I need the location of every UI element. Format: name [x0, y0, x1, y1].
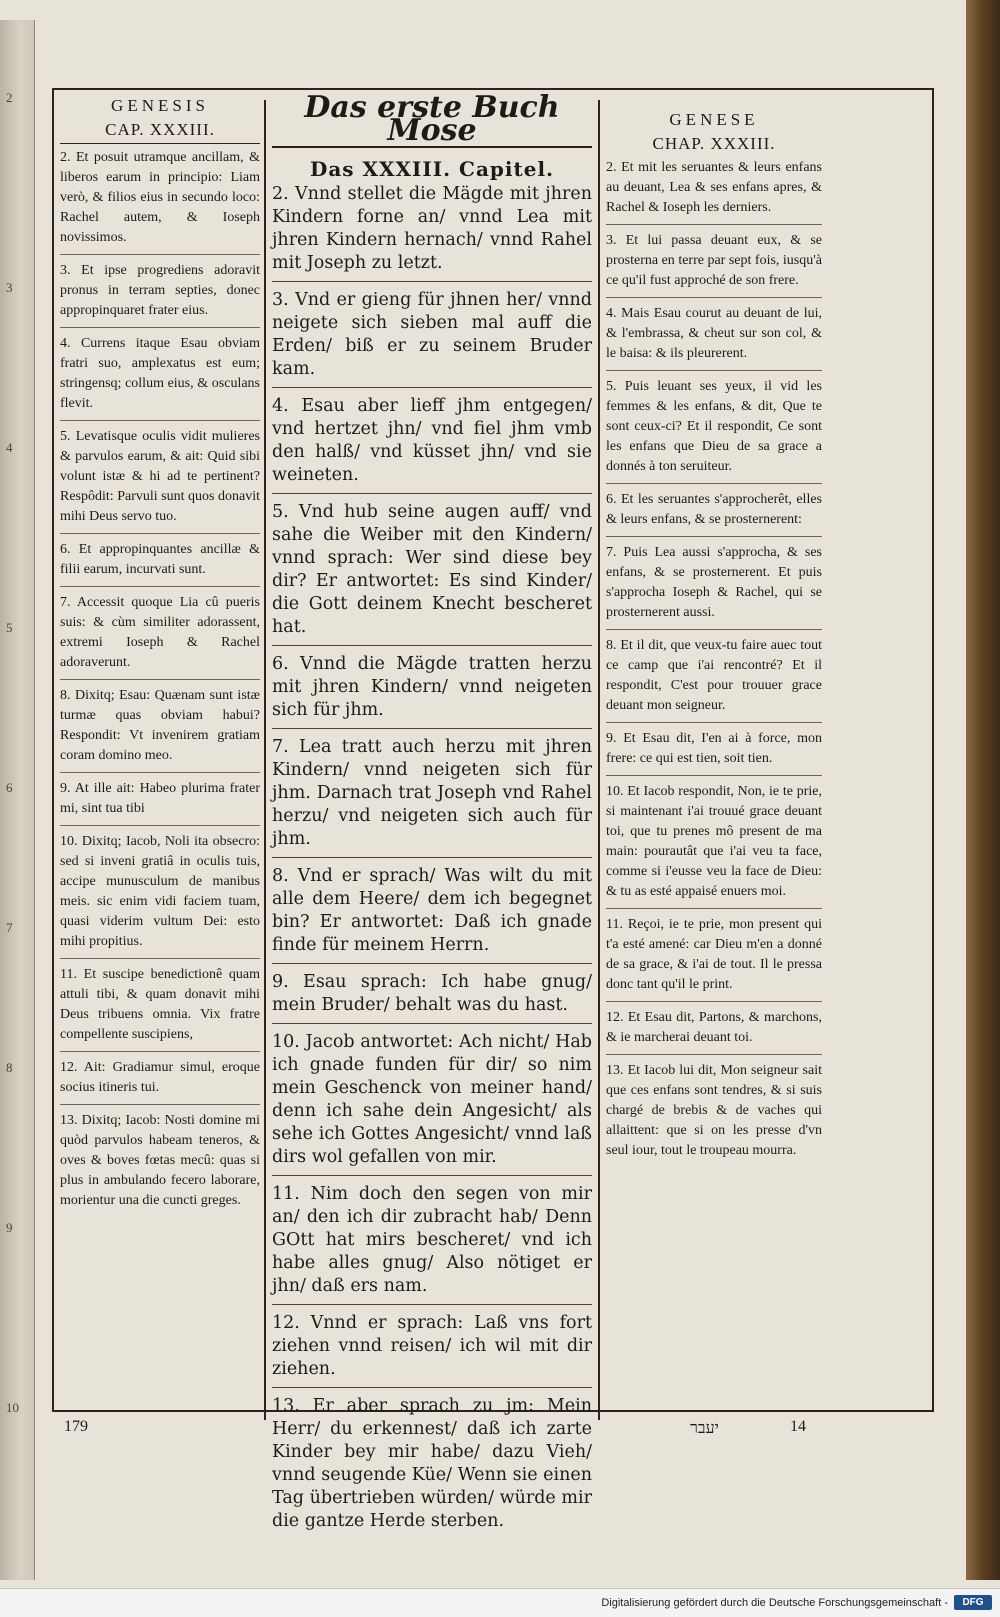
verse-french: 13. Et Iacob lui dit, Mon seigneur sait que ces enfans sont tendres, & si suis chargé de brebis & de vaches qui allaittent: que si on les presse d'vn seul iour, tout le troupeau mourra.	[606, 1054, 822, 1167]
running-head-french: GENESE	[669, 110, 759, 129]
chapter-heading-german: Das XXXIII. Capitel.	[309, 157, 555, 181]
verse-latin: 11. Et suscipe benedictionê quam attuli tibi, & quam donavit mihi Deus tribuens omnia. Vix fratre compellente suscipiens,	[60, 958, 260, 1051]
hebrew-catchword: יעבר	[690, 1418, 719, 1437]
verse-latin: 8. Dixitq; Esau: Quænam sunt istæ turmæ quas obviam habui? Respondit: Vt invenirem gratiam coram domino meo.	[60, 679, 260, 772]
footer-credit: Digitalisierung gefördert durch die Deutsche Forschungsgemeinschaft -	[601, 1597, 948, 1609]
margin-numeral: 7	[6, 920, 13, 935]
verse-german: 5. Vnd hub seine augen auff/ vnd sahe die Weiber mit den Kindern/ vnnd sprach: Wer sind diese bey dir? Er antwortet: Es sind Kinder/ die Gott deinem Knecht bescheret hat.	[272, 493, 592, 645]
verse-french: 9. Et Esau dit, I'en ai à force, mon frere: ce qui est tien, soit tien.	[606, 722, 822, 775]
french-column	[606, 96, 822, 1416]
dfg-logo-icon: DFG	[954, 1595, 992, 1610]
margin-numeral: 5	[6, 620, 13, 635]
chapter-heading-latin: CAP. XXXIII.	[60, 120, 260, 144]
verse-french: 7. Puis Lea aussi s'approcha, & ses enfans, & se prosternerent. Et puis s'approcha Ioseph & Rachel, qui se prosternerent aussi.	[606, 536, 822, 629]
german-book-title: Das erste Buch Mose	[272, 96, 592, 148]
verse-german: 12. Vnnd er sprach: Laß vns fort ziehen vnnd reisen/ ich wil mit dir ziehen.	[272, 1304, 592, 1387]
folio-number-right: 14	[790, 1418, 806, 1435]
verse-german: 3. Vnd er gieng für jhnen her/ vnnd neigete sich sieben mal auff die Erden/ biß er zu seinem Bruder kam.	[272, 281, 592, 387]
verse-latin: 2. Et posuit utramque ancillam, & liberos earum in principio: Liam verò, & filios eius in secundo loco: Rachel autem, & Ioseph novissimos.	[60, 150, 260, 245]
verse-german: 13. Er aber sprach zu jm: Mein Herr/ du erkennest/ daß ich zarte Kinder bey mir habe/ dazu Vieh/ vnnd seugende Küe/ Wenn sie einen Tag übertrieben würden/ würde mir die gantze Herde sterben.	[272, 1387, 592, 1539]
verse-french: 12. Et Esau dit, Partons, & marchons, & ie marcherai deuant toi.	[606, 1001, 822, 1054]
verse-french: 6. Et les seruantes s'approcherêt, elles & leurs enfans, & se prosternerent:	[606, 483, 822, 536]
verse-latin: 5. Levatisque oculis vidit mulieres & parvulos earum, & ait: Quid sibi volunt istæ & hi ad te pertinent? Respôdit: Parvuli sunt quos donavit mihi Deus servo tuo.	[60, 420, 260, 533]
verse-german: 11. Nim doch den segen von mir an/ den ich dir zubracht hab/ Denn GOtt hat mirs bescheret/ vnd ich habe alles gnug/ Also nötiget er jhn/ daß ers nam.	[272, 1175, 592, 1304]
margin-numeral: 4	[6, 440, 13, 455]
verse-german: 2. Vnnd stellet die Mägde mit jhren Kindern forne an/ vnnd Lea mit jhren Kindern hernach/ vnnd Rahel mit Joseph zu letzt.	[272, 184, 592, 273]
verse-french: 2. Et mit les seruantes & leurs enfans au deuant, Lea & ses enfans apres, & Rachel & Ioseph les derniers.	[606, 160, 822, 215]
margin-numeral: 10	[6, 1400, 19, 1415]
margin-numeral: 6	[6, 780, 13, 795]
margin-numeral: 9	[6, 1220, 13, 1235]
verse-latin: 3. Et ipse progrediens adoravit pronus in terram septies, donec appropinquaret frater eius.	[60, 254, 260, 327]
verse-latin: 13. Dixitq; Iacob: Nosti domine mi quòd parvulos habeam teneros, & oves & boves fœtas mecû: quas si plus in ambulando fecero laborare, morientur una die cuncti greges.	[60, 1104, 260, 1217]
folio-number-left: 179	[64, 1418, 88, 1435]
latin-column	[60, 96, 260, 1416]
digitization-footer	[0, 1588, 1000, 1617]
verse-french: 4. Mais Esau courut au deuant de lui, & l'embrassa, & cheut sur son col, & le baisa: & ils pleurerent.	[606, 297, 822, 370]
previous-page-edge	[0, 20, 35, 1580]
verse-french: 8. Et il dit, que veux-tu faire auec tout ce camp que i'ai rencontré? Et il respondit, C'est pour trouuer grace deuant mon seigneur.	[606, 629, 822, 722]
chapter-heading-french: CHAP. XXXIII.	[652, 134, 776, 153]
verse-german: 8. Vnd er sprach/ Was wilt du mit alle dem Heere/ dem ich begegnet bin? Er antwortet: Daß ich gnade finde für meinem Herrn.	[272, 857, 592, 963]
verse-latin: 10. Dixitq; Iacob, Noli ita obsecro: sed si inveni gratiâ in oculis tuis, accipe munusculum de manibus meis. sic enim vidi faciem tuam, quasi viderim vultum Dei: esto mihi propitius.	[60, 825, 260, 958]
margin-numeral: 8	[6, 1060, 13, 1075]
verse-latin: 9. At ille ait: Habeo plurima frater mi, sint tua tibi	[60, 772, 260, 825]
verse-latin: 4. Currens itaque Esau obviam fratri suo, amplexatus est eum; stringensq; collum eius, & osculans flevit.	[60, 327, 260, 420]
verse-german: 7. Lea tratt auch herzu mit jhren Kindern/ vnnd neigeten sich für jhm. Darnach trat Joseph vnd Rahel herzu/ vnd neigeten sich auch für jhm.	[272, 728, 592, 857]
verse-french: 10. Et Iacob respondit, Non, ie te prie, si maintenant i'ai trouué grace deuant toi, que tu prenes mô present de ma main: pourautât que i'ai veu ta face, comme si i'eusse veu la face de Dieu: & tu as esté appaisé enuers moi.	[606, 775, 822, 908]
verse-german: 6. Vnnd die Mägde tratten herzu mit jhren Kindern/ vnnd neigeten sich für jhm.	[272, 645, 592, 728]
verse-latin: 6. Et appropinquantes ancillæ & filii earum, incurvati sunt.	[60, 533, 260, 586]
verse-latin: 12. Ait: Gradiamur simul, eroque socius itineris tui.	[60, 1051, 260, 1104]
verse-german: 9. Esau sprach: Ich habe gnug/ mein Bruder/ behalt was du hast.	[272, 963, 592, 1023]
verse-french: 3. Et lui passa deuant eux, & se prosterna en terre par sept fois, iusqu'à ce qu'il fust approché de son frere.	[606, 224, 822, 297]
book-binding-edge	[966, 0, 1000, 1580]
german-column	[272, 90, 592, 1531]
column-rule	[598, 100, 600, 1420]
margin-numeral: 2	[6, 90, 13, 105]
verse-french: 5. Puis leuant ses yeux, il vid les femmes & les enfans, & dit, Que te sont ceux-ci? Et il respondit, Ce sont les enfans que Dieu de sa grace a donnés à ton seruiteur.	[606, 370, 822, 483]
column-rule	[264, 100, 266, 1420]
running-head-latin: GENESIS	[111, 96, 209, 115]
verse-german: 4. Esau aber lieff jhm entgegen/ vnd hertzet jhn/ vnd fiel jhm vmb den halß/ vnd küsset jhn/ vnd sie weineten.	[272, 387, 592, 493]
verse-german: 10. Jacob antwortet: Ach nicht/ Hab ich gnade funden für dir/ so nim mein Geschenck von meiner hand/ denn ich sahe dein Angesicht/ als sehe ich Gottes Angesicht/ vnnd laß dirs wol gefallen von mir.	[272, 1023, 592, 1175]
verse-french: 11. Reçoi, ie te prie, mon present qui t'a esté amené: car Dieu m'en a donné de sa grace, & i'ai de tout. Il le pressa donc tant qu'il le print.	[606, 908, 822, 1001]
margin-numeral: 3	[6, 280, 13, 295]
verse-latin: 7. Accessit quoque Lia cû pueris suis: & cùm similiter adorassent, extremi Ioseph & Rachel adoraverunt.	[60, 586, 260, 679]
